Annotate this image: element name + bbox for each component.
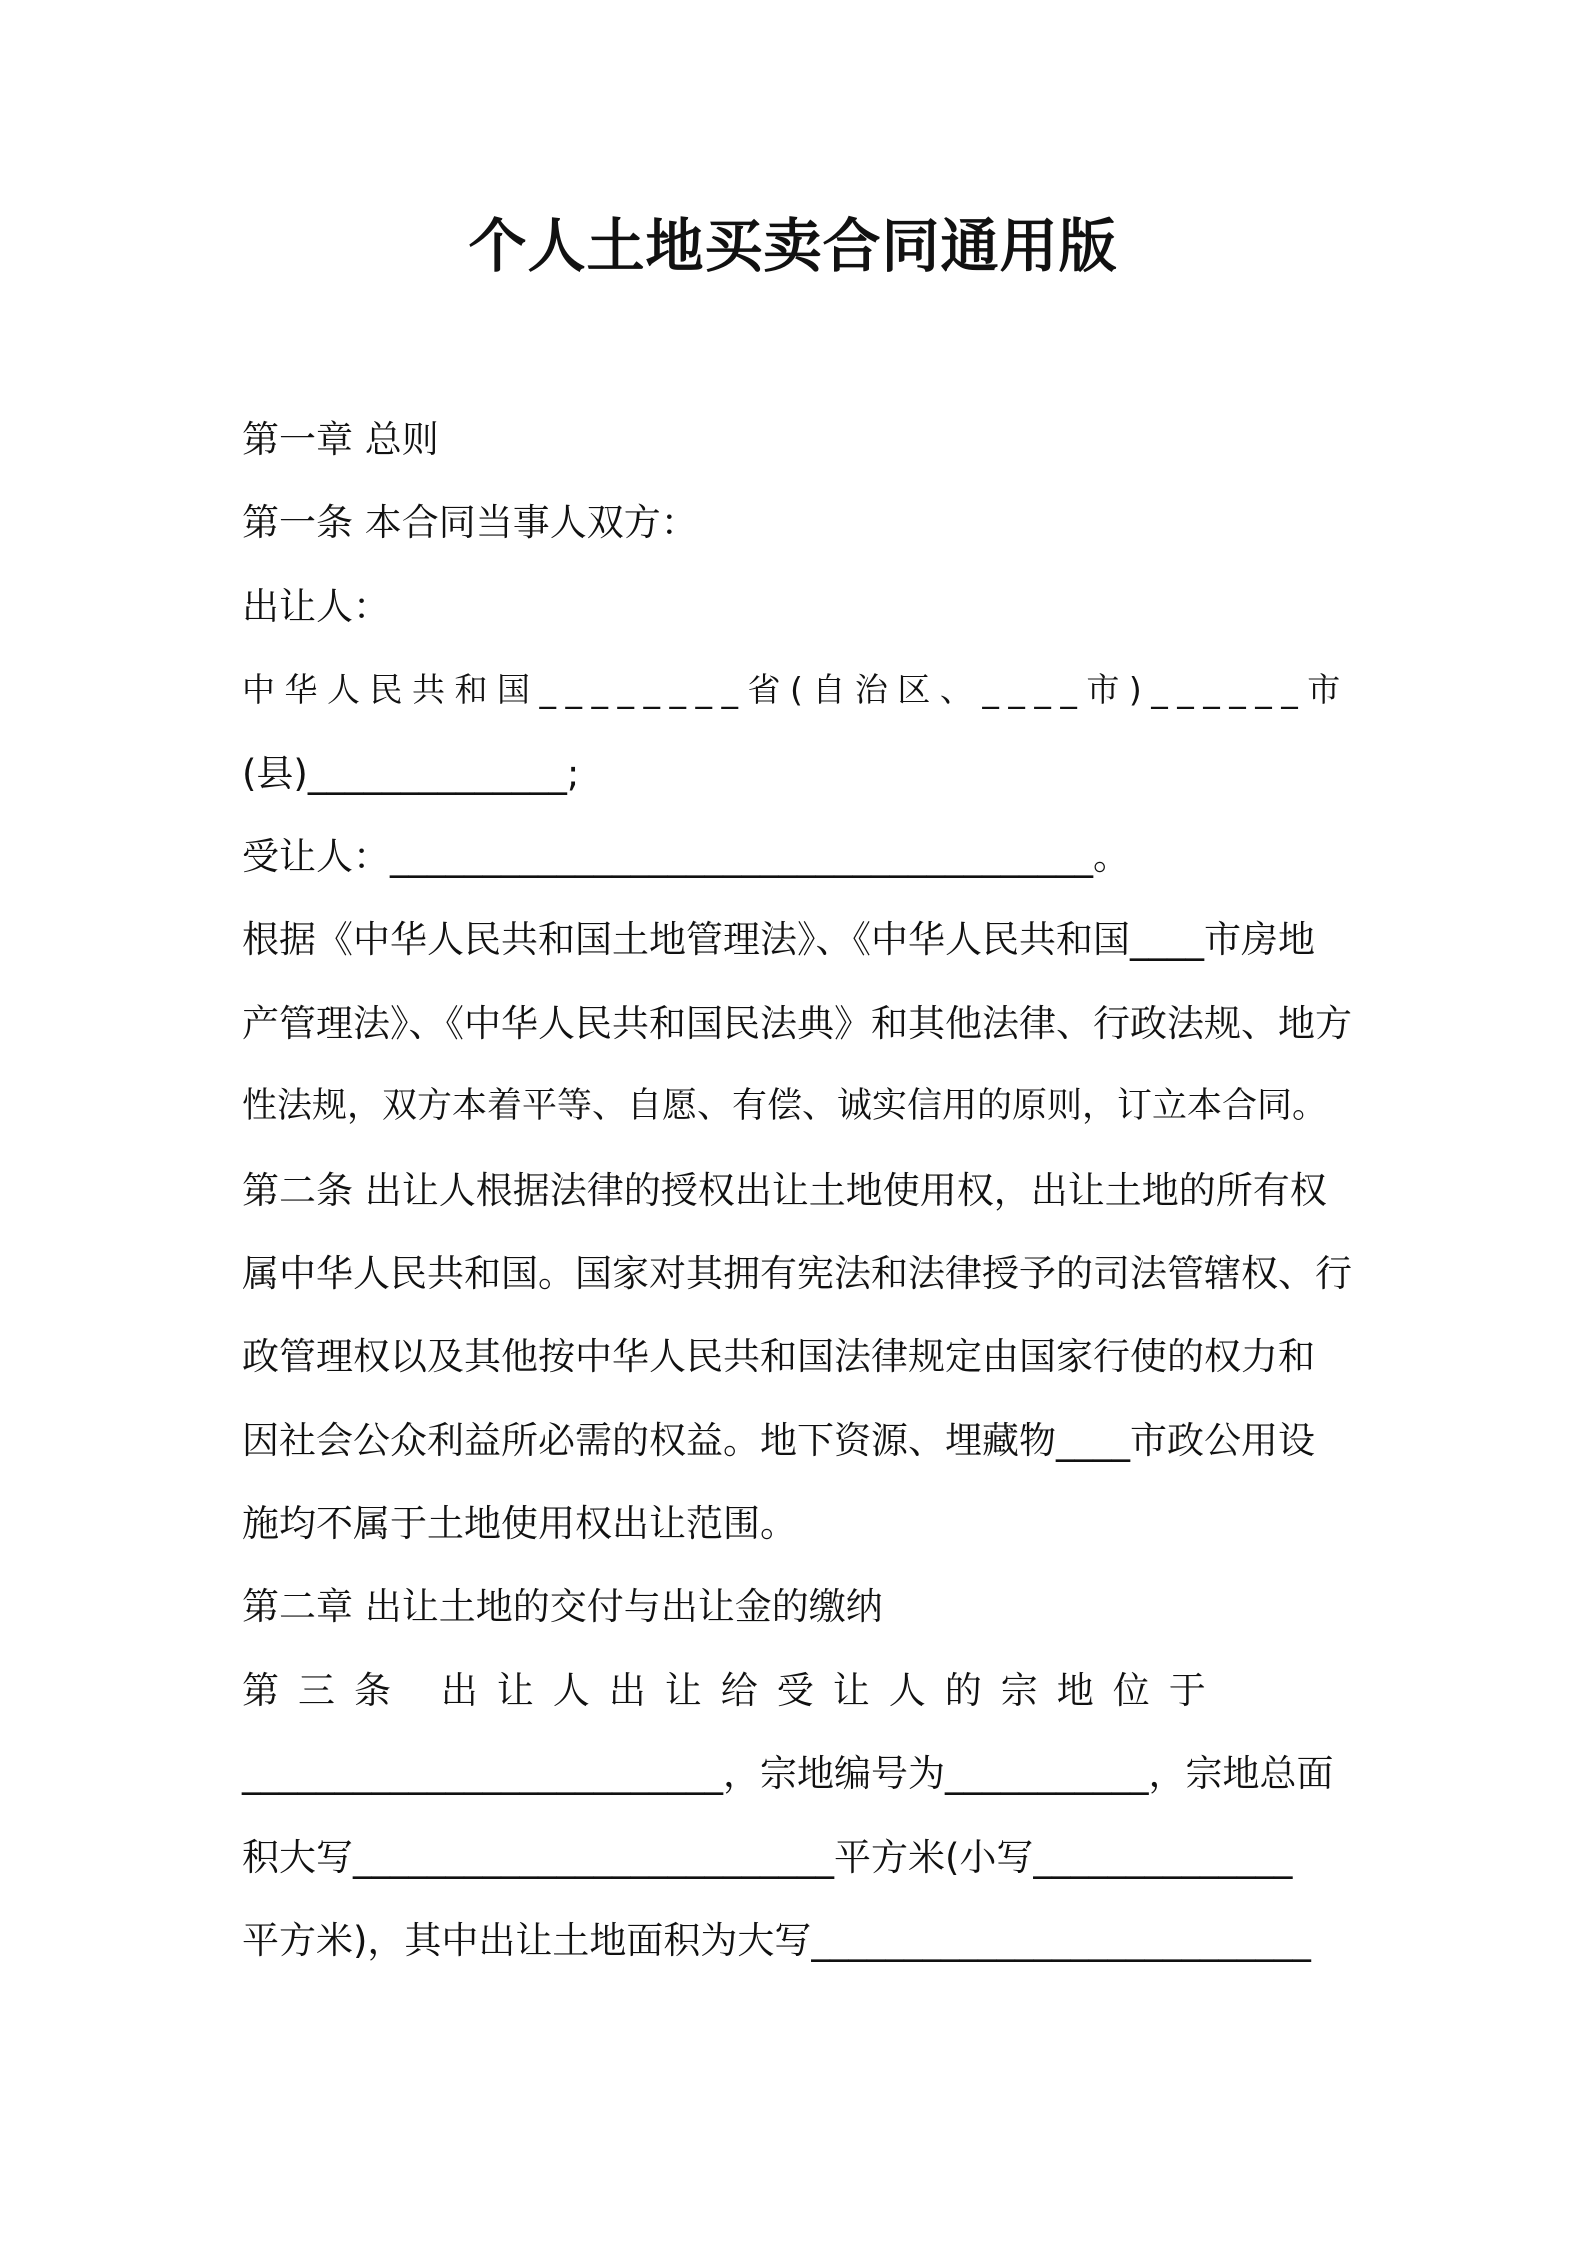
article-heading: 第三条 出让人出让给受让人的宗地位于: [242, 1668, 1225, 1712]
chapter-heading: 第二章 出让土地的交付与出让金的缴纳: [242, 1585, 883, 1629]
chapter-heading: 第一章 总则: [242, 418, 439, 461]
body-line: 产管理法》、《中华人民共和国民法典》和其他法律、行政法规、地方: [242, 1001, 1352, 1045]
document-body: [242, 398, 1354, 1982]
body-line: 出让人：: [242, 584, 390, 628]
body-line: 政管理权以及其他按中华人民共和国法律规定由国家行使的权力和: [242, 1335, 1315, 1379]
body-line: 根据《中华人民共和国土地管理法》、《中华人民共和国____市房地: [242, 918, 1315, 962]
body-line: 受让人：______________________________________。: [242, 834, 1130, 878]
body-line: (县)______________;: [242, 751, 580, 795]
body-line: __________________________，宗地编号为___________，宗地总面: [242, 1752, 1334, 1796]
body-line: 属中华人民共和国。国家对其拥有宪法和法律授予的司法管辖权、行: [242, 1251, 1352, 1295]
body-line: 施均不属于土地使用权出让范围。: [242, 1502, 797, 1546]
document-title: 个人土地买卖合同通用版: [468, 212, 1118, 280]
article-heading: 第二条 出让人根据法律的授权出让土地使用权，出让土地的所有权: [242, 1168, 1327, 1212]
body-line: 平方米)，其中出让土地面积为大写___________________________: [242, 1919, 1311, 1963]
article-heading: 第一条 本合同当事人双方：: [242, 501, 698, 545]
body-line: 因社会公众利益所必需的权益。地下资源、埋藏物____市政公用设: [242, 1418, 1315, 1462]
body-line: 中华人民共和国________省(自治区、____市)______市: [242, 670, 1350, 710]
body-line: 性法规，双方本着平等、自愿、有偿、诚实信用的原则，订立本合同。: [242, 1086, 1328, 1127]
body-line: 积大写__________________________平方米(小写______________: [242, 1835, 1293, 1879]
